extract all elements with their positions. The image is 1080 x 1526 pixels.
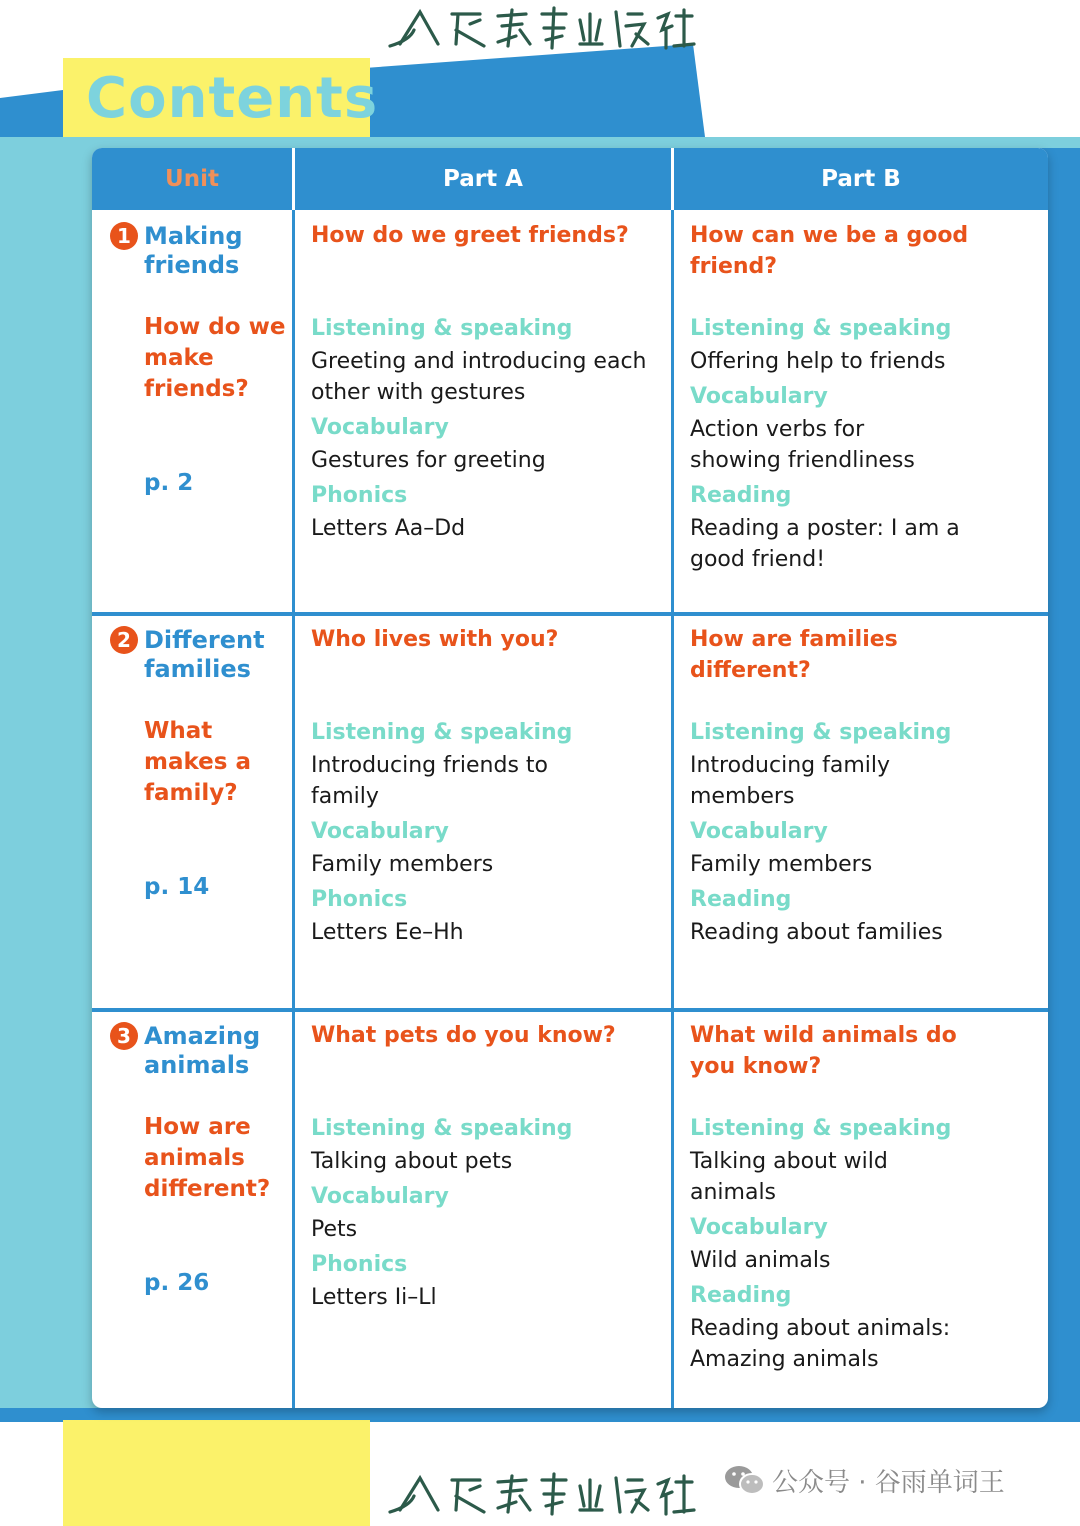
header-part-b: Part B — [821, 166, 901, 192]
unit-1-page[interactable]: p. 2 — [144, 470, 194, 496]
skill-label: Reading — [690, 887, 792, 912]
skill-text: Talking about pets — [311, 1149, 513, 1174]
unit-2-page[interactable]: p. 14 — [144, 874, 210, 900]
skill-label: Vocabulary — [311, 1184, 449, 1209]
skill-text: Family members — [690, 852, 873, 877]
skill-text: Talking about wild animals — [690, 1149, 888, 1205]
contents-title: Contents — [86, 66, 379, 131]
skill-text: Reading about families — [690, 920, 943, 945]
unit-number-badge: 3 — [110, 1022, 138, 1050]
unit-2-title: 2 Different families — [110, 626, 290, 684]
skill-label: Listening & speaking — [311, 1116, 573, 1141]
skill-text: Reading a poster: I am a good friend! — [690, 516, 960, 572]
skill-text: Pets — [311, 1217, 358, 1242]
skill-text: Action verbs for showing friendliness — [690, 417, 915, 473]
skill-label: Vocabulary — [690, 1215, 828, 1240]
unit-1-part-a — [311, 220, 661, 605]
skill-text: Wild animals — [690, 1248, 831, 1273]
unit-3-cell — [110, 1022, 290, 1402]
unit-3-page[interactable]: p. 26 — [144, 1270, 210, 1296]
publisher-logo — [380, 0, 700, 60]
part-a-skills — [311, 1112, 671, 1316]
skill-label: Vocabulary — [311, 415, 449, 440]
skill-label: Listening & speaking — [690, 1116, 952, 1141]
part-a-question: What pets do you know? — [311, 1023, 616, 1048]
skill-label: Listening & speaking — [311, 720, 573, 745]
unit-1-title: 1 Making friends — [110, 222, 290, 280]
part-b-question: How are families different? — [690, 627, 898, 683]
unit-1-part-b — [690, 220, 1040, 605]
skill-label: Listening & speaking — [690, 316, 952, 341]
skill-label: Vocabulary — [311, 819, 449, 844]
skill-label: Vocabulary — [690, 384, 828, 409]
skill-label: Phonics — [311, 483, 408, 508]
unit-3-part-b — [690, 1020, 1040, 1400]
part-a-question: Who lives with you? — [311, 627, 559, 652]
unit-1-question: How do we make friends? — [144, 314, 286, 402]
skill-label: Phonics — [311, 887, 408, 912]
unit-number-badge: 2 — [110, 626, 138, 654]
skill-text: Introducing family members — [690, 753, 890, 809]
unit-2-question: What makes a family? — [144, 718, 251, 806]
skill-label: Listening & speaking — [311, 316, 573, 341]
contents-table — [92, 148, 1048, 1408]
skill-text: Greeting and introducing each other with gestures — [311, 349, 647, 405]
part-a-skills — [311, 716, 611, 951]
skill-text: Introducing friends to family — [311, 753, 548, 809]
part-b-skills — [690, 312, 1010, 578]
header-part-a: Part A — [443, 166, 523, 192]
unit-3-title: 3 Amazing animals — [110, 1022, 290, 1080]
part-b-skills — [690, 716, 1020, 951]
skill-label: Reading — [690, 483, 792, 508]
part-a-question: How do we greet friends? — [311, 223, 629, 248]
publisher-logo-bottom — [380, 1466, 700, 1526]
unit-2-part-b — [690, 624, 1040, 1004]
skill-text: Offering help to friends — [690, 349, 946, 374]
unit-2-part-a — [311, 624, 661, 1004]
skill-text: Letters Ii–Ll — [311, 1285, 437, 1310]
skill-text: Reading about animals: Amazing animals — [690, 1316, 951, 1372]
wechat-icon — [724, 1463, 766, 1497]
part-b-skills — [690, 1112, 1010, 1378]
part-a-skills — [311, 312, 671, 547]
skill-label: Listening & speaking — [690, 720, 952, 745]
skill-text: Family members — [311, 852, 494, 877]
part-b-question: How can we be a good friend? — [690, 223, 969, 279]
skill-text: Letters Ee–Hh — [311, 920, 464, 945]
skill-label: Phonics — [311, 1252, 408, 1277]
header-unit: Unit — [165, 166, 219, 192]
unit-3-question: How are animals different? — [144, 1114, 271, 1202]
skill-text: Letters Aa–Dd — [311, 516, 466, 541]
unit-1-cell — [110, 222, 290, 607]
skill-label: Vocabulary — [690, 819, 828, 844]
unit-3-part-a — [311, 1020, 661, 1400]
part-b-question: What wild animals do you know? — [690, 1023, 957, 1079]
unit-number-badge: 1 — [110, 222, 138, 250]
skill-label: Reading — [690, 1283, 792, 1308]
unit-2-cell — [110, 626, 290, 1006]
skill-text: Gestures for greeting — [311, 448, 546, 473]
watermark: 公众号 · 谷雨单词王 — [724, 1462, 1005, 1499]
